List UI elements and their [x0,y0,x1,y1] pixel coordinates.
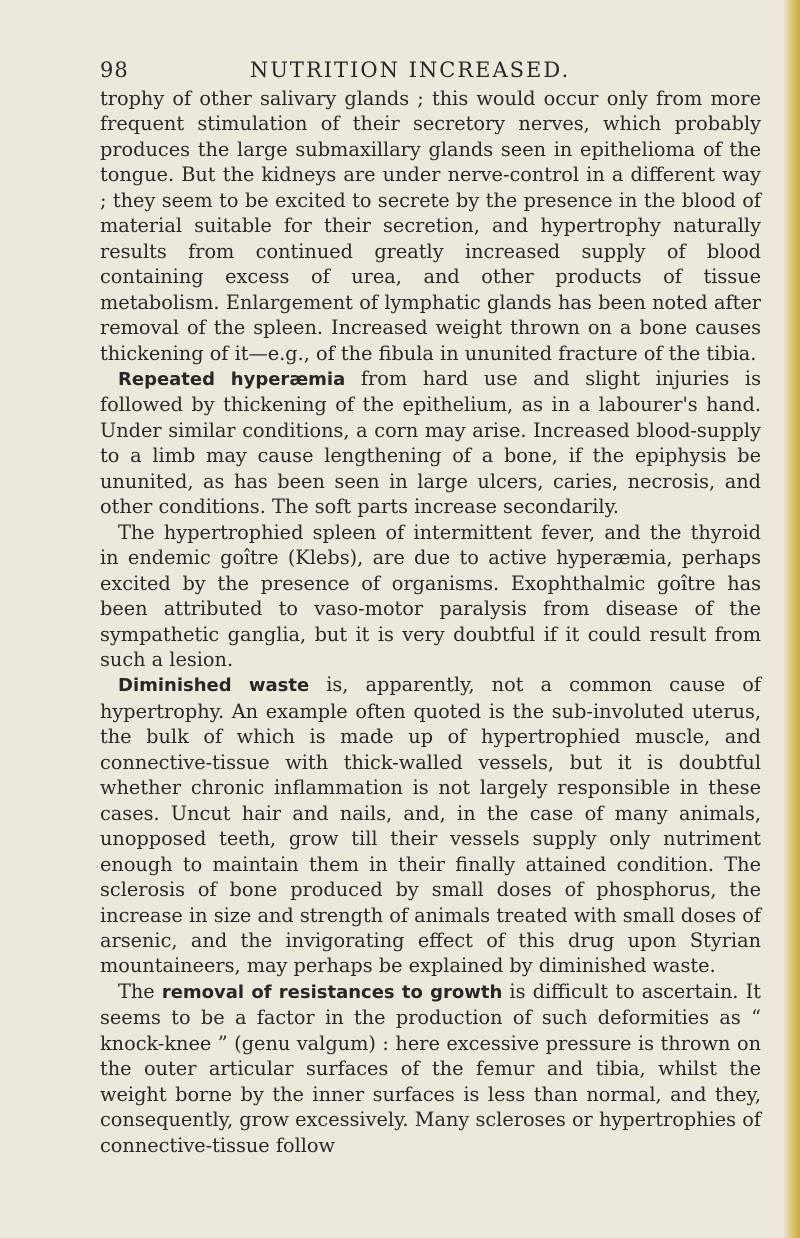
page-edge [784,0,800,1238]
run-in-heading: Repeated hyperæmia [118,368,346,390]
paragraph-removal-of-resistances [100,979,761,1158]
paragraph-lead: The [118,979,162,1003]
paragraph-spleen-thyroid [100,520,761,673]
page-number: 98 [100,58,129,82]
run-in-heading: Diminished waste [118,675,310,697]
body-text [100,86,761,1158]
paragraph-repeated-hyperaemia [100,366,761,520]
paragraph-text: is, apparently, not a common cause of hypertrophy. An example often quoted is the sub-involuted uterus, the bulk of which is made up of hypertrophied muscle, and connective-tissue with thick-walled vessels, but it is doubtful whether chronic inflammation is not largely responsible in these cases. Uncut hair and nails, and, in the case of many animals, unopposed teeth, grow till their vessels supply only nutriment enough to maintain them in their finally attained condition. The sclerosis of bone produced by small doses of phosphorus, the increase in size and strength of animals treated with small doses of arsenic, and the invigorating effect of this drug upon Styrian mountaineers, may perhaps be explained by diminished waste. [100,673,761,978]
page-header [100,58,760,88]
running-head: NUTRITION INCREASED. [249,58,571,82]
run-in-heading: removal of resistances to growth [161,981,503,1003]
paragraph-text: from hard use and slight injuries is followed by thickening of the epithelium, as in a labourer's hand. Under similar conditions, a corn may arise. Increased blood-supply to a limb may cause lengthening of a bone, if the epiphysis be ununited, as has been seen in large ulcers, caries, necrosis, and other conditions. The soft parts increase secondarily. [100,366,761,519]
paragraph-continuation [100,86,761,366]
paragraph-text: trophy of other salivary glands ; this would occur only from more frequent stimulation of their secretory nerves, which probably produces the large submaxillary glands seen in epithelioma of the tongue. But the kidneys are under nerve-control in a different way ; they seem to be excited to secrete by the presence in the blood of material suitable for their secretion, and hypertrophy naturally results from continued greatly increased supply of blood containing excess of urea, and other products of tissue metabolism. Enlargement of lymphatic glands has been noted after removal of the spleen. Increased weight thrown on a bone causes thickening of it—e.g., of the fibula in ununited fracture of the tibia. [100,87,761,365]
paragraph-text: is difficult to ascertain. It seems to be a factor in the production of such deformities as “ knock-knee ” (genu valgum) : here excessive pressure is thrown on the outer articular surfaces of the femur and tibia, whilst the weight borne by the inner surfaces is less than normal, and they, consequently, grow excessively. Many scleroses or hypertrophies of connective-tissue follow [100,979,761,1157]
paragraph-text: The hypertrophied spleen of intermittent fever, and the thyroid in endemic goître (Klebs), are due to active hyperæmia, perhaps excited by the presence of organisms. Exophthalmic goître has been attributed to vaso-motor paralysis from disease of the sympathetic ganglia, but it is very doubtful if it could result from such a lesion. [100,520,761,671]
paragraph-diminished-waste [100,672,761,978]
